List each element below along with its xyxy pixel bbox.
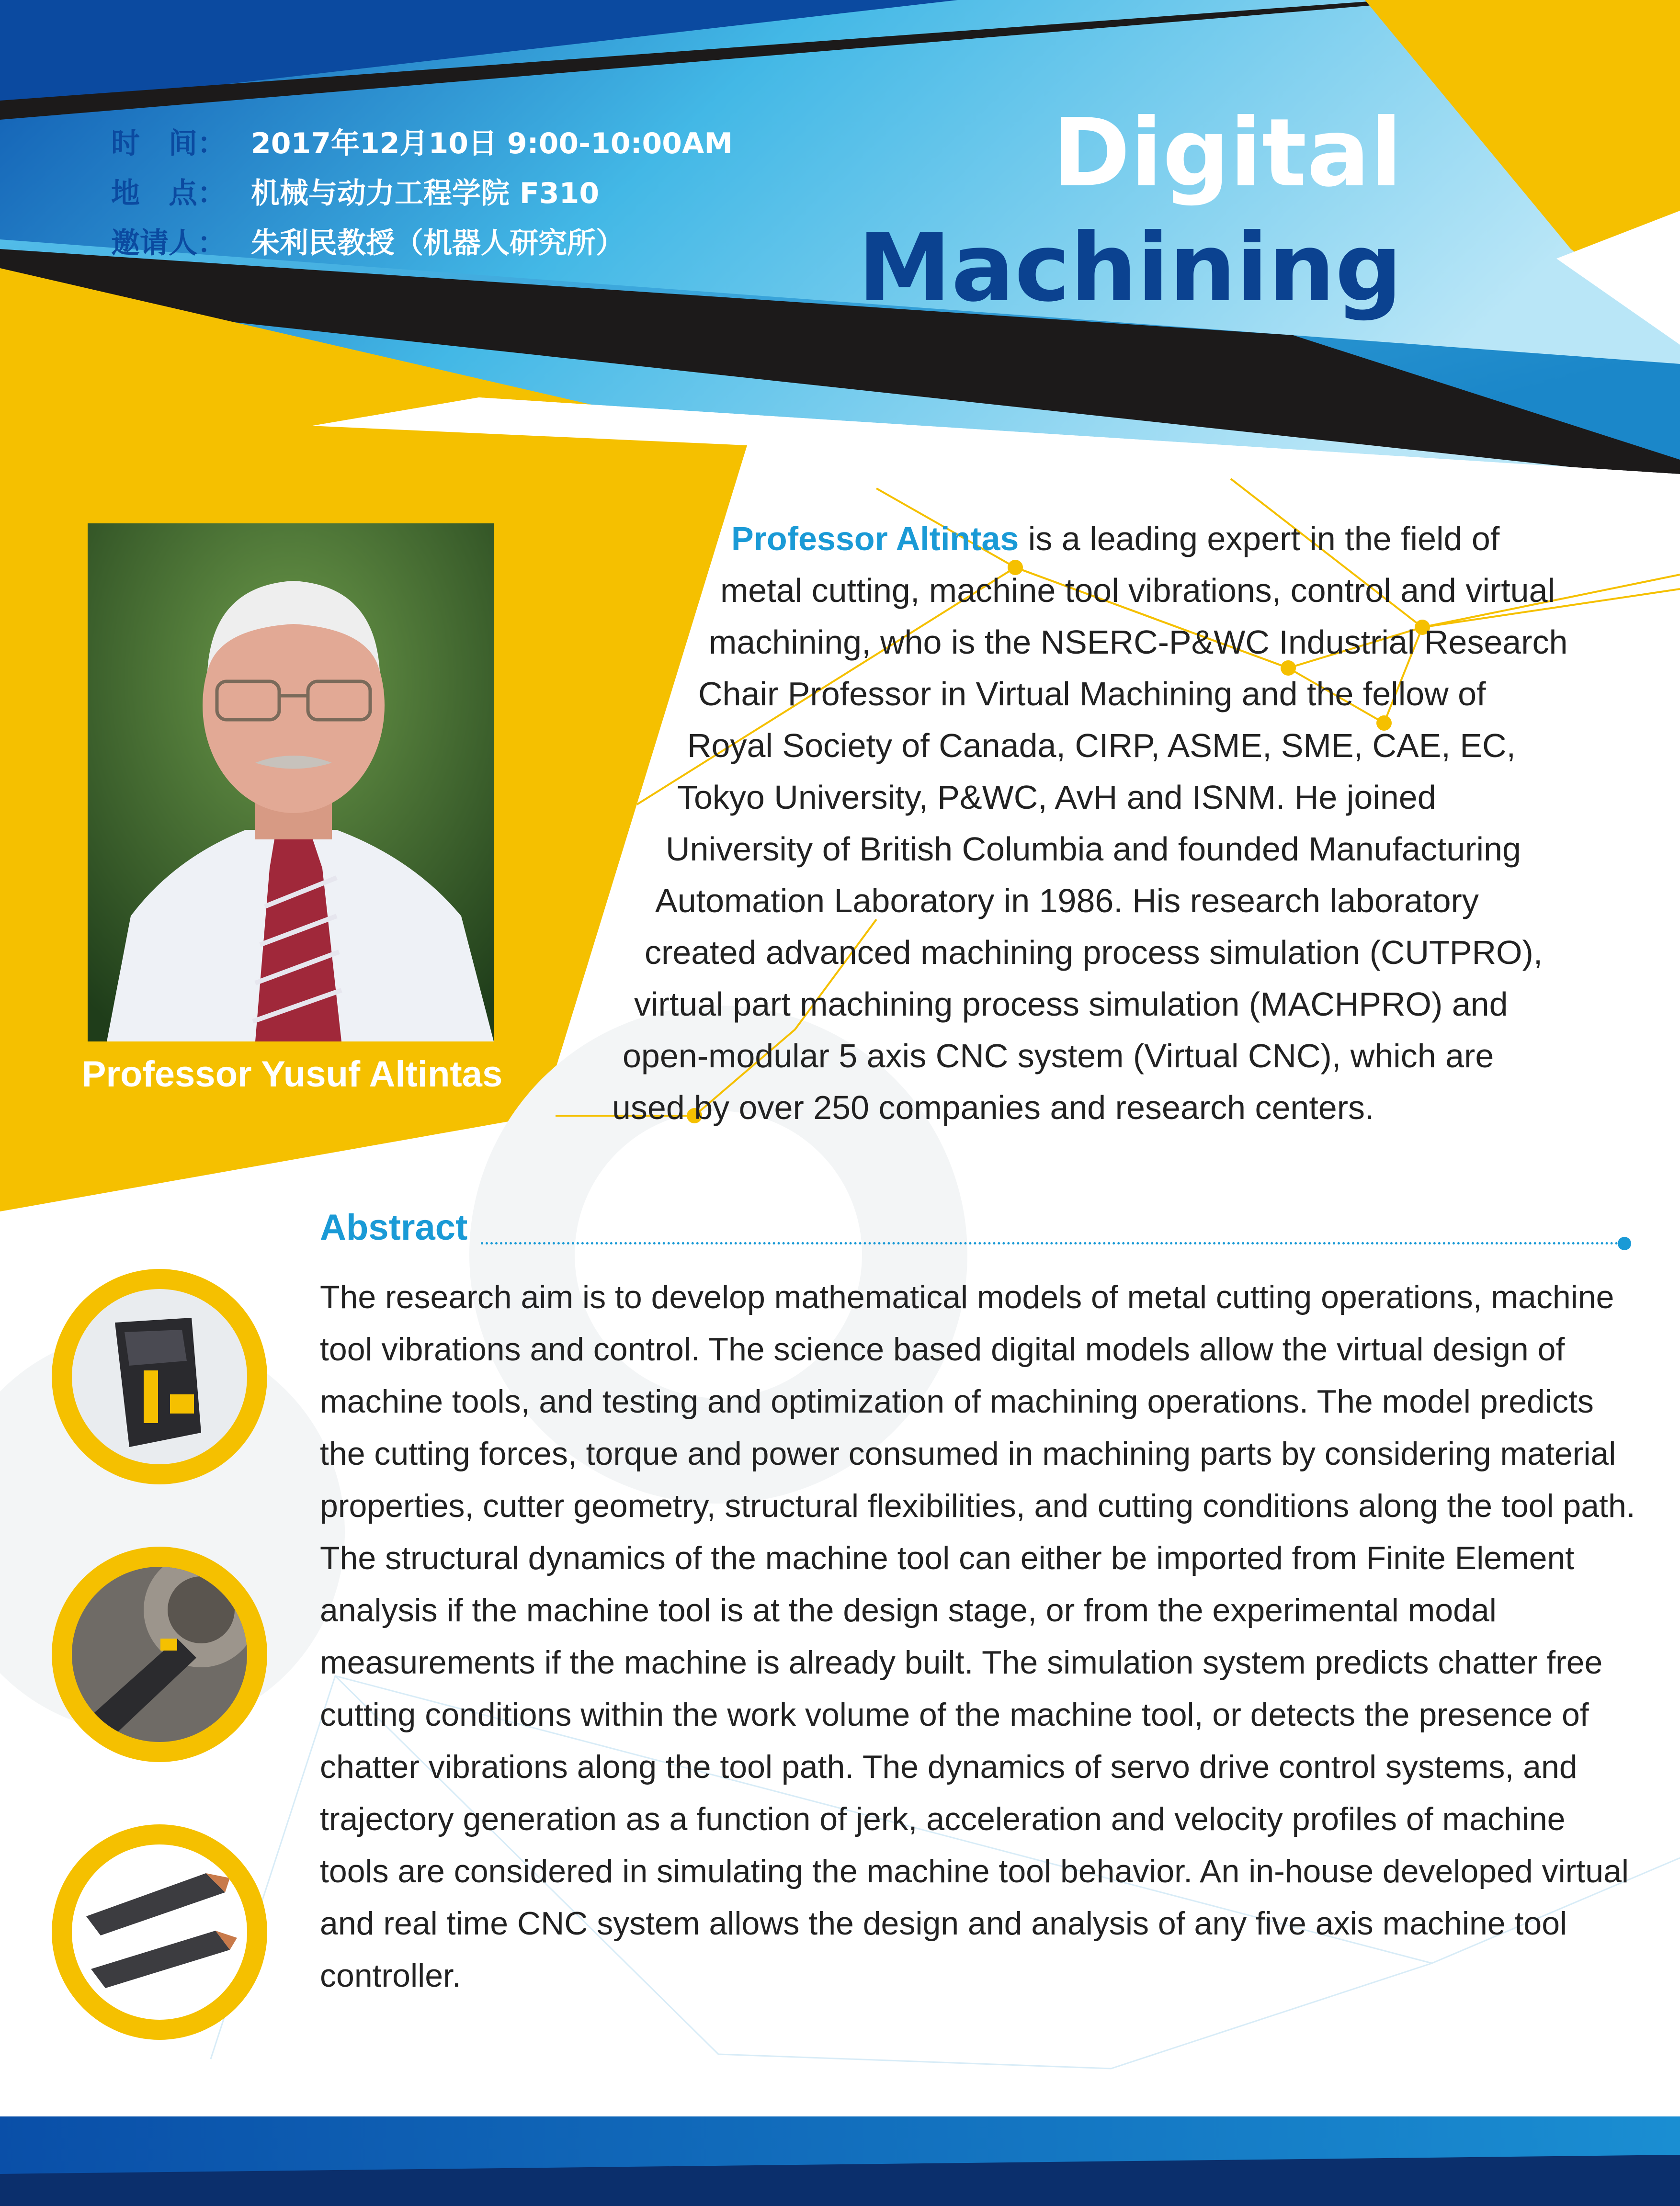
bio-line: metal cutting, machine tool vibrations, control and virtual [720,572,1555,609]
bio-line: open-modular 5 axis CNC system (Virtual CNC), which are [623,1037,1494,1075]
drill-bit-image [52,1824,267,2040]
host-label: 邀请人： [111,226,226,260]
event-info [111,119,733,268]
host-row [111,218,733,268]
bio-line: Automation Laboratory in 1986. His research laboratory [655,882,1479,919]
time-label: 时 间： [111,127,226,160]
place-label: 地 点： [111,177,226,210]
bio-name: Professor Altintas [731,520,1019,557]
speaker-caption: Professor Yusuf Altintas [81,1054,503,1095]
milling-tool-image [52,1269,267,1484]
abstract-divider-dot [1618,1237,1631,1250]
bio-line: created advanced machining process simulation (CUTPRO), [645,934,1543,971]
host-value: 朱利民教授（机器人研究所） [251,226,624,260]
abstract-body: The research aim is to develop mathematical models of metal cutting operations, machine tool vibrations and control. The science based digital models allow the virtual design of machine tools, and testing and optimization of machining operations. The model predicts the cutting forces, torque and power consumed in machining parts by considering material properties, cutter geometry, structural flexibilities, and cutting conditions along the tool path. The structural dynamics of the machine tool can either be imported from Finite Element analysis if the machine tool is at the design stage, or from the experimental modal measurements if the machine is already built. The simulation system predicts chatter free cutting conditions within the work volume of the machine tool, or detects the presence of chatter vibrations along the tool path. The dynamics of servo drive control systems, and trajectory generation as a function of jerk, acceleration and velocity profiles of machine tools are considered in simulating the machine tool behavior. An in-house developed virtual and real time CNC system allows the design and analysis of any five axis machine tool controller. [320,1279,1635,1994]
bio-line: Tokyo University, P&WC, AvH and ISNM. He joined [677,779,1436,816]
abstract-heading: Abstract [320,1207,468,1248]
bio-line: virtual part machining process simulation (MACHPRO) and [634,985,1508,1023]
title-line-2: Machining [858,214,1402,323]
poster-title [858,96,1402,326]
abstract-divider [481,1242,1623,1244]
boring-tool-image [52,1547,267,1762]
place-row [111,169,733,218]
bio-line: University of British Columbia and founded Manufacturing [666,830,1521,868]
time-value: 2017年12月10日 9:00-10:00AM [251,127,733,160]
bio-line: machining, who is the NSERC-P&WC Industrial Research [709,623,1568,661]
place-value: 机械与动力工程学院 F310 [251,177,600,210]
bio-line: Professor Altintas is a leading expert in the field of [731,520,1500,557]
speaker-photo [88,523,494,1041]
title-line-1: Digital [1052,99,1402,208]
bio-line: Chair Professor in Virtual Machining and the fellow of [698,675,1486,713]
bio-line: used by over 250 companies and research centers. [612,1089,1374,1126]
time-row [111,119,733,169]
bio-line: Royal Society of Canada, CIRP, ASME, SME, CAE, EC, [687,727,1516,764]
